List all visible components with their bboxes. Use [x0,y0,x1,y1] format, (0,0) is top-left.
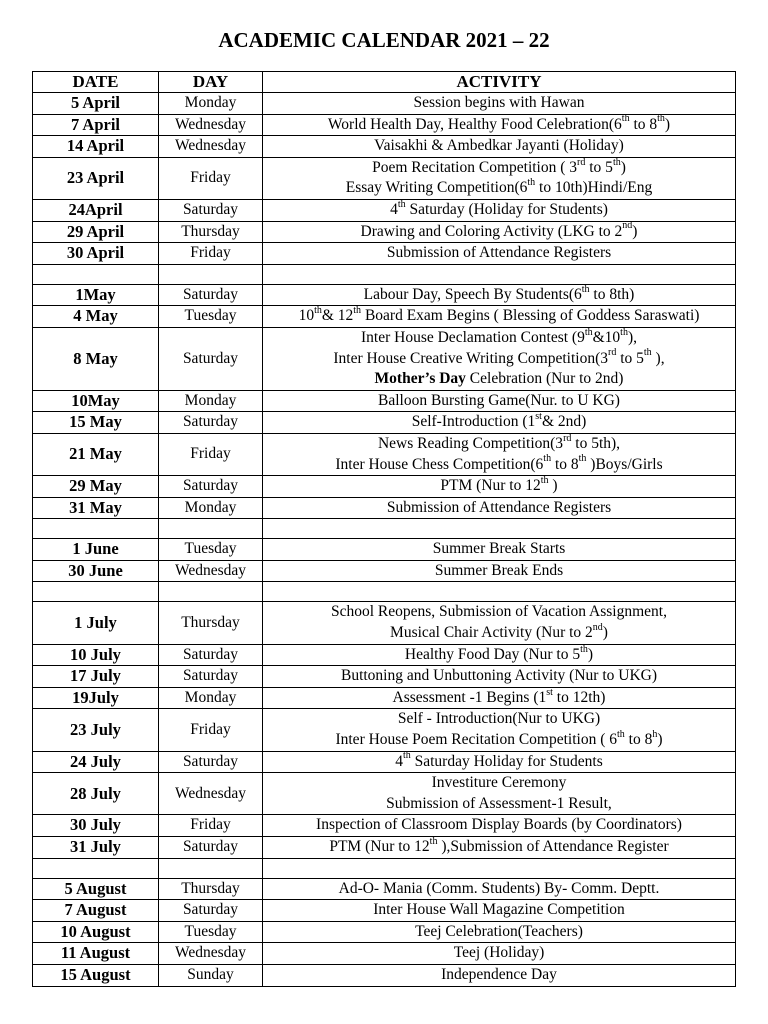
table-row [33,433,736,475]
superscript: rd [563,433,572,444]
table-row [33,943,736,965]
activity-line [265,709,733,730]
day-cell: Friday [159,157,263,199]
table-row [33,243,736,265]
table-row [33,539,736,561]
activity-text: ) [587,645,594,663]
activity-cell [263,900,736,922]
day-cell: Monday [159,93,263,115]
activity-text: Buttoning and Unbuttoning Activity (Nur to UKG) [340,667,657,685]
activity-text: to 12th) [552,688,606,706]
superscript: th [543,453,552,465]
day-cell: Saturday [159,666,263,688]
table-row [33,815,736,837]
activity-text: Submission of Assessment-1 Result, [386,794,612,812]
blank-cell [159,519,263,539]
activity-text: ) [657,731,663,749]
date-cell: 31 July [33,837,159,859]
date-cell: 28 July [33,773,159,815]
superscript: th [540,475,549,486]
activity-cell [263,412,736,434]
activity-text: Celebration (Nur to 2nd) [465,370,624,388]
activity-text: Inter House Wall Magazine Competition [373,901,625,919]
activity-text: 4 [395,752,403,770]
superscript: th [620,327,628,338]
day-cell: Monday [159,687,263,709]
date-cell: 1 July [33,602,159,644]
activity-text: Teej Celebration(Teachers) [415,922,583,940]
day-cell: Saturday [159,837,263,859]
activity-cell [263,93,736,115]
date-cell: 29 May [33,476,159,498]
activity-cell [263,751,736,773]
activity-text: Essay Writing Competition(6 [345,179,528,197]
table-row [33,751,736,773]
date-cell: 15 May [33,412,159,434]
column-header-activity: ACTIVITY [263,72,736,93]
activity-text: Ad-O- Mania (Comm. Students) By- Comm. Deptt. [338,879,660,897]
day-cell: Wednesday [159,560,263,582]
activity-cell [263,687,736,709]
activity-text: Drawing and Coloring Activity (LKG to 2 [360,222,623,240]
superscript: th [617,728,625,740]
table-row [33,773,736,815]
activity-text: to 8th) [589,285,635,303]
superscript: h [652,728,658,740]
activity-cell [263,157,736,199]
activity-text: to 8 [624,731,653,749]
date-cell: 15 August [33,964,159,986]
table-row [33,964,736,986]
calendar-body [33,93,736,987]
superscript: th [657,114,665,125]
activity-text: ) [632,222,638,240]
activity-line [265,645,733,666]
table-row [33,837,736,859]
activity-line [265,730,733,751]
activity-cell [263,199,736,221]
superscript: th [580,644,588,655]
day-cell: Thursday [159,221,263,243]
activity-text: 10 [298,307,315,325]
date-cell: 24 July [33,751,159,773]
date-cell: 10 August [33,921,159,943]
day-cell: Wednesday [159,114,263,136]
activity-text: Labour Day, Speech By Students(6 [363,285,582,303]
table-row [33,284,736,306]
date-cell: 10 July [33,644,159,666]
activity-line [265,837,733,858]
date-cell: 30 July [33,815,159,837]
table-row [33,157,736,199]
activity-text: Independence Day [441,965,557,983]
table-row [33,921,736,943]
table-row [33,390,736,412]
date-cell: 7 April [33,114,159,136]
blank-cell [33,519,159,539]
activity-text: PTM (Nur to 12 [440,477,541,495]
activity-text: Summer Break Starts [432,540,566,558]
activity-line [265,136,733,157]
day-cell: Tuesday [159,306,263,328]
superscript: th [612,157,621,168]
table-row [33,199,736,221]
activity-line [265,285,733,306]
day-cell: Saturday [159,412,263,434]
table-row [33,93,736,115]
date-cell: 4 May [33,306,159,328]
activity-text: Musical Chair Activity (Nur to 2 [390,624,593,642]
day-cell: Friday [159,815,263,837]
superscript: th [581,284,590,295]
activity-line [265,328,733,349]
day-cell: Monday [159,497,263,519]
date-cell: 1 June [33,539,159,561]
day-cell: Thursday [159,878,263,900]
column-header-day: DAY [159,72,263,93]
date-cell: 30 June [33,560,159,582]
date-cell: 23 July [33,709,159,751]
activity-text: ),Submission of Attendance Register [437,838,669,856]
blank-cell [33,858,159,878]
activity-cell [263,773,736,815]
superscript: rd [607,347,617,359]
blank-row [33,519,736,539]
activity-cell [263,602,736,644]
superscript: th [643,347,652,359]
activity-line [265,815,733,836]
blank-cell [159,582,263,602]
activity-cell [263,921,736,943]
activity-cell [263,284,736,306]
superscript: th [402,751,411,762]
day-cell: Saturday [159,900,263,922]
activity-cell [263,964,736,986]
day-cell: Wednesday [159,943,263,965]
activity-line [265,561,733,582]
activity-cell [263,390,736,412]
activity-text: Inter House Poem Recitation Competition ( 6 [335,731,618,749]
bold-text: Mother’s Day [374,370,466,388]
day-cell: Friday [159,709,263,751]
activity-line [265,623,733,644]
day-cell: Wednesday [159,136,263,158]
activity-cell [263,943,736,965]
activity-text: & 2nd) [541,413,587,431]
table-row [33,878,736,900]
table-row [33,221,736,243]
activity-line [265,752,733,773]
activity-text: to 5th), [571,434,621,452]
activity-text: ) [548,477,558,495]
date-cell: 5 April [33,93,159,115]
table-row [33,114,736,136]
activity-text: to 8 [551,455,579,473]
activity-text: News Reading Competition(3 [377,434,564,452]
activity-text: PTM (Nur to 12 [329,838,430,856]
superscript: th [621,114,630,125]
activity-text: Inter House Declamation Contest (9 [361,328,585,346]
table-row [33,900,736,922]
day-cell: Saturday [159,751,263,773]
activity-cell [263,815,736,837]
activity-line [265,306,733,327]
activity-cell [263,327,736,390]
activity-text: Submission of Attendance Registers [386,244,612,262]
activity-line [265,434,733,455]
activity-text: to 8 [629,115,658,133]
day-cell: Tuesday [159,539,263,561]
superscript: th [397,199,406,210]
activity-text: Poem Recitation Competition ( 3 [372,158,578,176]
activity-text: Investiture Ceremony [431,774,567,792]
date-cell: 31 May [33,497,159,519]
day-cell: Saturday [159,476,263,498]
activity-text: ) [602,624,608,642]
date-cell: 19July [33,687,159,709]
activity-text: Healthy Food Day (Nur to 5 [404,645,581,663]
activity-text: Teej (Holiday) [453,944,545,962]
activity-cell [263,644,736,666]
blank-cell [33,264,159,284]
activity-text: )Boys/Girls [586,455,663,473]
activity-cell [263,560,736,582]
activity-text: ), [627,328,637,346]
date-cell: 23 April [33,157,159,199]
activity-text: to 5 [616,349,644,367]
day-cell: Sunday [159,964,263,986]
activity-text: Inter House Chess Competition(6 [335,455,544,473]
table-row [33,687,736,709]
activity-text: Saturday Holiday for Students [410,752,603,770]
activity-line [265,922,733,943]
blank-cell [263,519,736,539]
date-cell: 17 July [33,666,159,688]
activity-line [265,794,733,815]
date-cell: 30 April [33,243,159,265]
table-row [33,306,736,328]
activity-line [265,243,733,264]
activity-line [265,602,733,623]
date-cell: 21 May [33,433,159,475]
activity-text: Submission of Attendance Registers [386,498,612,516]
superscript: th [527,177,536,189]
activity-cell [263,433,736,475]
day-cell: Monday [159,390,263,412]
activity-line [265,773,733,794]
blank-cell [263,582,736,602]
superscript: rd [577,157,586,168]
activity-cell [263,476,736,498]
day-cell: Friday [159,433,263,475]
date-cell: 10May [33,390,159,412]
table-row [33,709,736,751]
activity-line [265,158,733,179]
table-row [33,327,736,390]
activity-text: &10 [592,328,621,346]
table-row [33,644,736,666]
calendar-table [32,71,736,987]
table-row [33,602,736,644]
page-title: ACADEMIC CALENDAR 2021 – 22 [218,28,550,52]
day-cell: Thursday [159,602,263,644]
activity-text: Saturday (Holiday for Students) [405,200,608,218]
table-row [33,136,736,158]
activity-line [265,349,733,370]
activity-line [265,115,733,136]
activity-text: School Reopens, Submission of Vacation Assignment, [331,603,667,621]
activity-line [265,455,733,476]
superscript: th [353,305,362,317]
superscript: nd [622,221,633,232]
date-cell: 1May [33,284,159,306]
activity-line [265,965,733,986]
table-row [33,412,736,434]
blank-row [33,858,736,878]
blank-cell [263,264,736,284]
activity-cell [263,666,736,688]
activity-line [265,666,733,687]
activity-text: Session begins with Hawan [413,94,585,111]
activity-line [265,943,733,964]
day-cell: Saturday [159,327,263,390]
activity-text: Self - Introduction(Nur to UKG) [397,710,601,728]
activity-text: to 10th)Hindi/Eng [535,179,653,197]
activity-text: to 5 [585,158,613,176]
blank-row [33,264,736,284]
activity-text: Inspection of Classroom Display Boards (by Coordinators) [316,816,682,834]
activity-text: ), [651,349,665,367]
date-cell: 11 August [33,943,159,965]
activity-line [265,222,733,243]
table-row [33,666,736,688]
activity-line [265,93,733,114]
blank-cell [263,858,736,878]
day-cell: Friday [159,243,263,265]
activity-text: Vaisakhi & Ambedkar Jayanti (Holiday) [374,137,624,155]
activity-text: Assessment -1 Begins (1 [392,688,547,706]
day-cell: Tuesday [159,921,263,943]
activity-cell [263,878,736,900]
activity-line [265,900,733,921]
activity-line [265,879,733,900]
activity-cell [263,709,736,751]
activity-cell [263,306,736,328]
blank-cell [33,582,159,602]
blank-row [33,582,736,602]
activity-line [265,369,733,390]
day-cell: Saturday [159,284,263,306]
blank-cell [159,858,263,878]
activity-line [265,412,733,433]
activity-line [265,539,733,560]
activity-text: Inter House Creative Writing Competition(3 [333,349,608,367]
activity-text: Balloon Bursting Game(Nur. to U KG) [378,391,620,409]
activity-text: & 12 [321,307,354,325]
activity-cell [263,539,736,561]
activity-cell [263,136,736,158]
date-cell: 24April [33,199,159,221]
superscript: th [578,453,587,465]
blank-cell [159,264,263,284]
superscript: st [546,687,553,698]
activity-line [265,178,733,199]
table-header-row [33,72,736,93]
activity-cell [263,114,736,136]
activity-text: ) [664,115,671,133]
day-cell: Saturday [159,644,263,666]
table-row [33,497,736,519]
activity-text: Self-Introduction (1 [411,413,536,431]
date-cell: 14 April [33,136,159,158]
activity-cell [263,837,736,859]
activity-line [265,498,733,519]
activity-cell [263,497,736,519]
superscript: nd [592,621,603,633]
superscript: st [535,411,542,423]
activity-line [265,200,733,221]
activity-text: Summer Break Ends [434,561,564,579]
activity-line [265,391,733,412]
column-header-date: DATE [33,72,159,93]
table-row [33,476,736,498]
activity-text: ) [620,158,626,176]
activity-text: 4 [390,200,398,218]
date-cell: 7 August [33,900,159,922]
activity-line [265,476,733,497]
activity-cell [263,243,736,265]
superscript: th [429,836,438,847]
day-cell: Saturday [159,199,263,221]
activity-text: Board Exam Begins ( Blessing of Goddess Saraswati) [361,307,700,325]
activity-text: World Health Day, Healthy Food Celebration(6 [327,115,622,133]
date-cell: 5 August [33,878,159,900]
activity-line [265,688,733,709]
superscript: th [314,305,322,317]
activity-cell [263,221,736,243]
table-row [33,560,736,582]
superscript: th [584,327,593,338]
date-cell: 29 April [33,221,159,243]
date-cell: 8 May [33,327,159,390]
day-cell: Wednesday [159,773,263,815]
